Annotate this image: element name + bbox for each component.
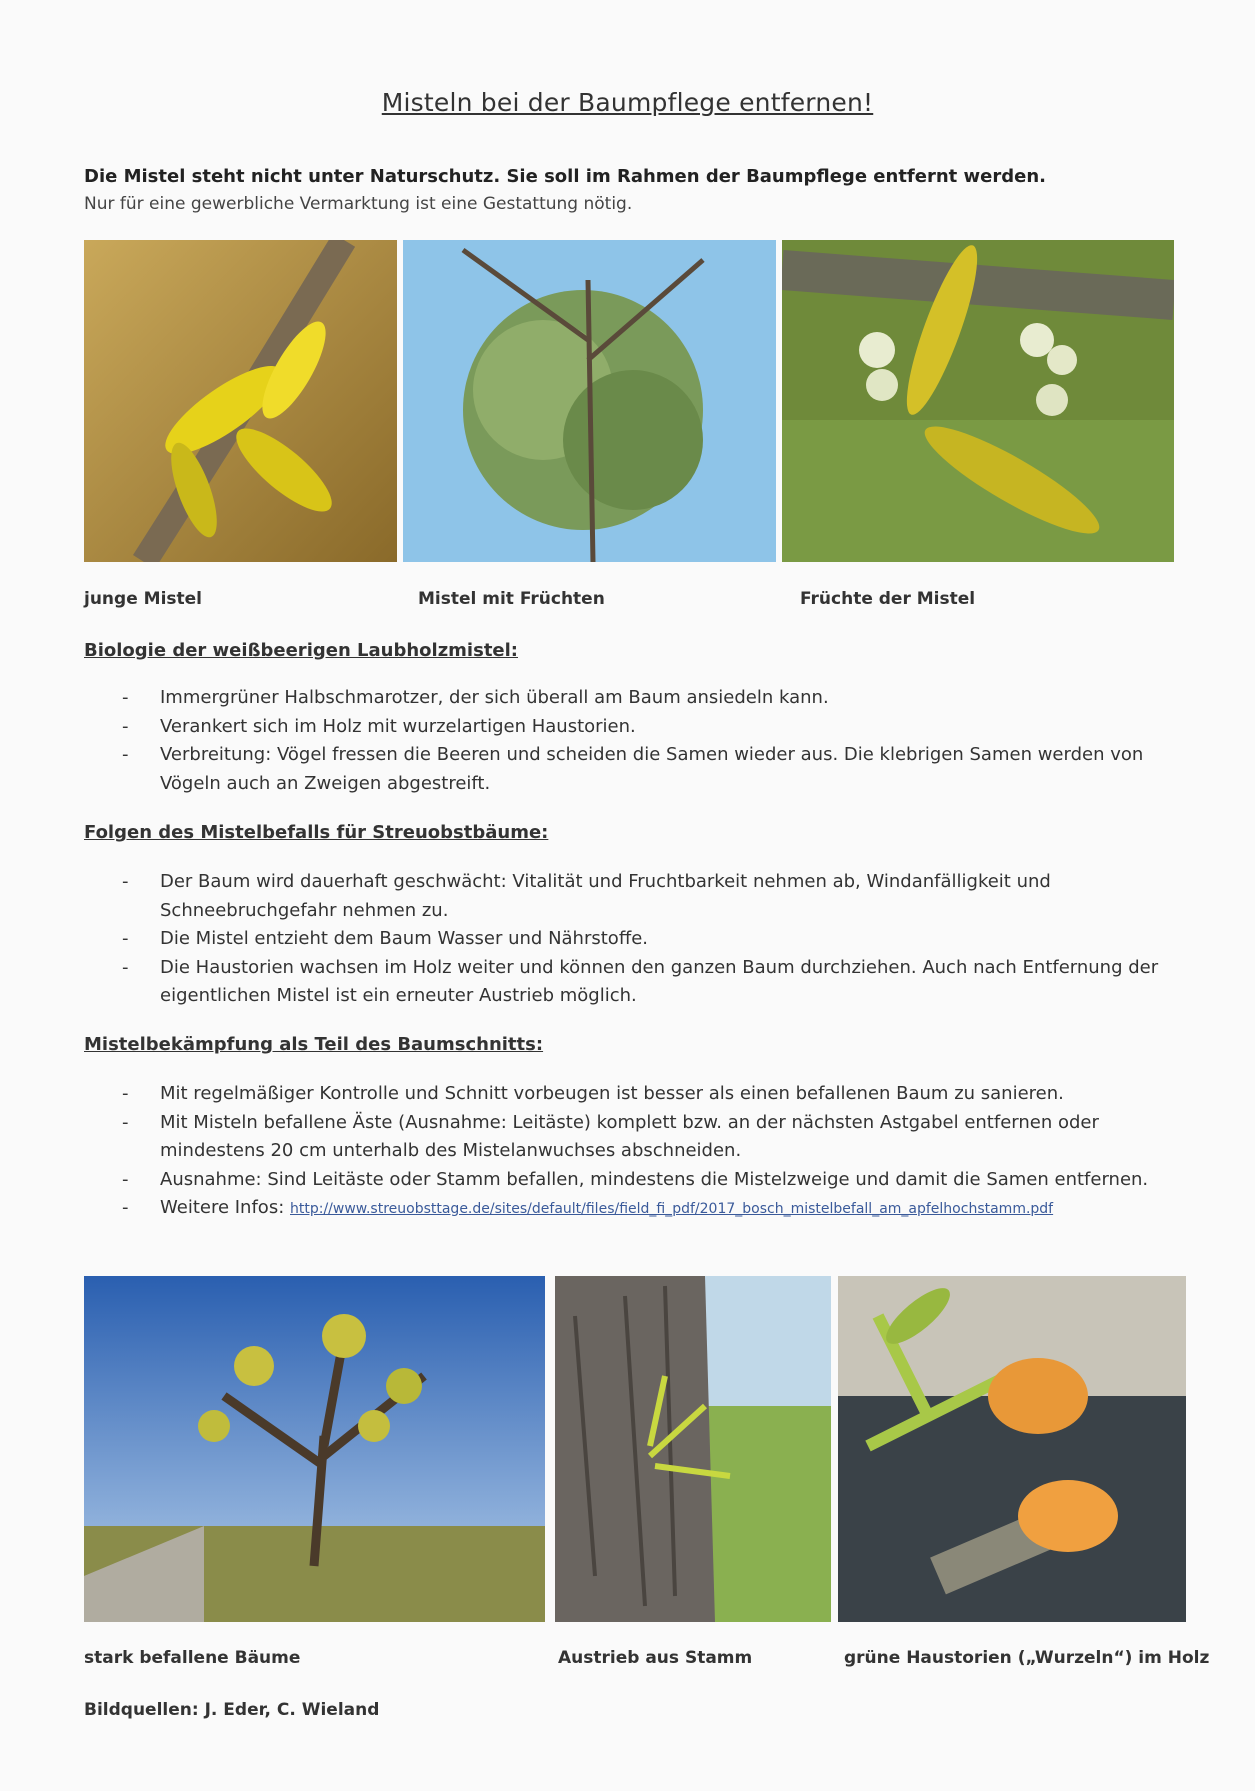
list-item: - Ausnahme: Sind Leitäste oder Stamm befallen, mindestens die Mistelzweige und damit die Samen entfernen. [122, 1168, 1149, 1190]
list-item: - Verbreitung: Vögel fressen die Beeren und scheiden die Samen wieder aus. Die klebrigen Samen werden von Vögeln auch an Zweigen abgestreift. [122, 744, 1144, 794]
list-item: - Immergrüner Halbschmarotzer, der sich überall am Baum ansiedeln kann. [122, 687, 829, 708]
biology-list [84, 684, 1194, 798]
more-info-link[interactable]: http://www.streuobsttage.de/sites/default/files/field_fi_pdf/2017_bosch_mistelbefall_am_apfelhochstamm.pdf [290, 1201, 1054, 1217]
list-item: - Verankert sich im Holz mit wurzelartigen Haustorien. [122, 715, 636, 737]
list-item: - Mit regelmäßiger Kontrolle und Schnitt vorbeugen ist besser als einen befallenen Baum zu sanieren. [122, 1083, 1064, 1104]
list-item: - Mit Misteln befallene Äste (Ausnahme: Leitäste) komplett bzw. an der nächsten Astgabel entfernen oder mindestens 20 cm unterhalb des Mistelanwuchses abschneiden. [122, 1111, 1099, 1161]
young-mistletoe-photo [84, 240, 397, 562]
caption-mistletoe-fruits: Früchte der Mistel [800, 589, 976, 609]
intro-text: Nur für eine gewerbliche Vermarktung ist eine Gestattung nötig. [84, 194, 633, 214]
section-heading-consequences: Folgen des Mistelbefalls für Streuobstbäume: [84, 822, 549, 843]
list-item: - Die Mistel entzieht dem Baum Wasser und Nährstoffe. [122, 928, 649, 949]
list-item: - Der Baum wird dauerhaft geschwächt: Vitalität und Fruchtbarkeit nehmen ab, Windanfälligkeit und Schneebruchgefahr nehmen zu. [122, 871, 1051, 921]
more-info-label: Weitere Infos: [160, 1197, 285, 1218]
mistletoe-fruits-photo [782, 240, 1174, 562]
control-list [84, 1080, 1194, 1224]
mistletoe-with-fruits-photo [403, 240, 776, 562]
infested-trees-photo [84, 1276, 545, 1622]
caption-young-mistletoe: junge Mistel [84, 589, 202, 609]
page-title: Misteln bei der Baumpflege entfernen! [381, 88, 874, 117]
list-item: - Weitere Infos: http://www.streuobsttage.de/sites/default/files/field_fi_pdf/2017_bosch_mistelbefall_am_apfelhochstamm.pdf [122, 1197, 1054, 1218]
intro-bold-text: Die Mistel steht nicht unter Naturschutz. Sie soll im Rahmen der Baumpflege entfernt werden. [84, 166, 1046, 187]
caption-haustoria: grüne Haustorien („Wurzeln“) im Holz [844, 1648, 1210, 1668]
trunk-sprout-photo [555, 1276, 831, 1622]
section-heading-biology: Biologie der weißbeerigen Laubholzmistel: [84, 640, 518, 661]
caption-infested-trees: stark befallene Bäume [84, 1648, 301, 1668]
consequences-list [84, 868, 1194, 1011]
caption-mistletoe-with-fruits: Mistel mit Früchten [418, 589, 605, 609]
section-heading-control: Mistelbekämpfung als Teil des Baumschnitts: [84, 1034, 544, 1055]
caption-trunk-sprout: Austrieb aus Stamm [558, 1648, 753, 1668]
list-item: - Die Haustorien wachsen im Holz weiter und können den ganzen Baum durchziehen. Auch nach Entfernung der eigentlichen Mistel ist ein erneuter Austrieb möglich. [122, 956, 1159, 1006]
haustoria-in-wood-photo [838, 1276, 1186, 1622]
image-credits: Bildquellen: J. Eder, C. Wieland [84, 1700, 380, 1720]
